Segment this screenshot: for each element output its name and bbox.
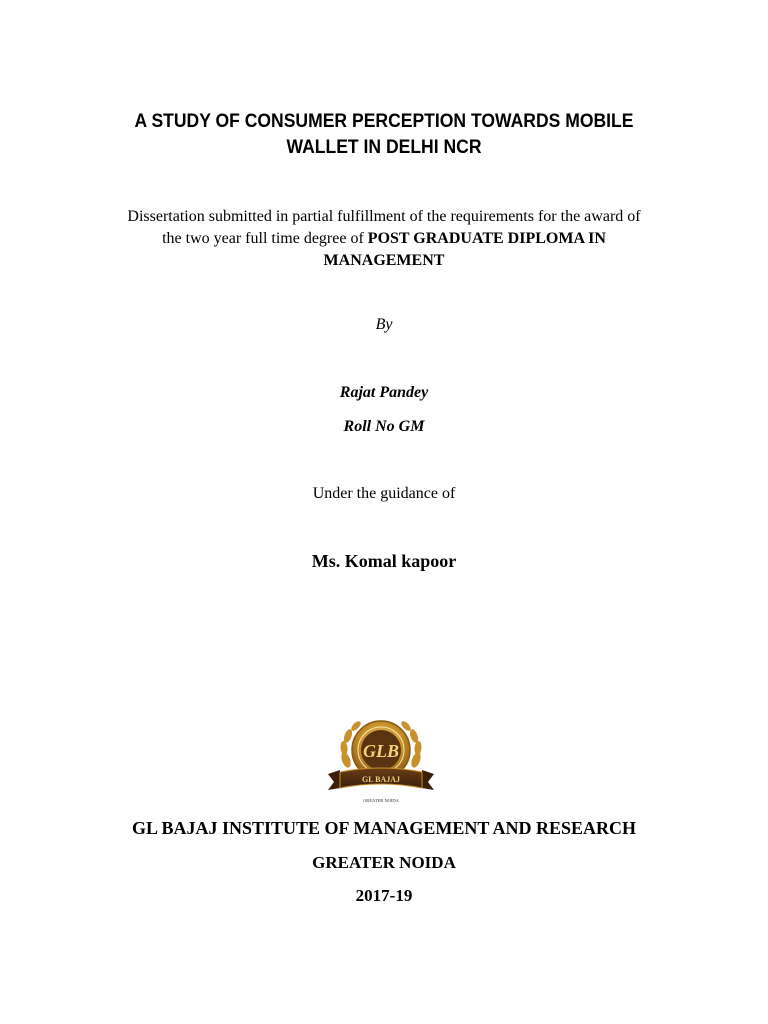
- institute-city: GREATER NOIDA: [312, 853, 456, 872]
- title-line-2: WALLET IN DELHI NCR: [286, 136, 482, 158]
- guide-name: Ms. Komal kapoor: [311, 551, 457, 571]
- logo-subtitle: GREATER NOIDA: [363, 798, 399, 803]
- logo-banner-text: GL BAJAJ: [361, 775, 401, 784]
- batch-year: 2017-19: [355, 886, 413, 905]
- roll-number: Roll No GM: [343, 418, 425, 435]
- submission-statement: [60, 206, 708, 272]
- degree-name-part-1: POST GRADUATE DIPLOMA IN: [367, 230, 606, 247]
- institute-name: GL BAJAJ INSTITUTE OF MANAGEMENT AND RESEARCH: [131, 818, 637, 838]
- author-name: Rajat Pandey: [339, 384, 429, 401]
- institute-logo: [322, 712, 440, 806]
- statement-line-1: Dissertation submitted in partial fulfillment of the requirements for the award of: [127, 208, 641, 225]
- by-label: By: [375, 316, 393, 333]
- dissertation-title: [92, 108, 675, 160]
- statement-line-2: [60, 228, 708, 250]
- statement-line-2-text: the two year full time degree of: [162, 230, 368, 247]
- guidance-label: Under the guidance of: [312, 485, 456, 502]
- title-line-1: A STUDY OF CONSUMER PERCEPTION TOWARDS MOBILE: [134, 110, 634, 132]
- degree-name-part-2: MANAGEMENT: [323, 252, 445, 269]
- logo-monogram: GLB: [363, 741, 399, 761]
